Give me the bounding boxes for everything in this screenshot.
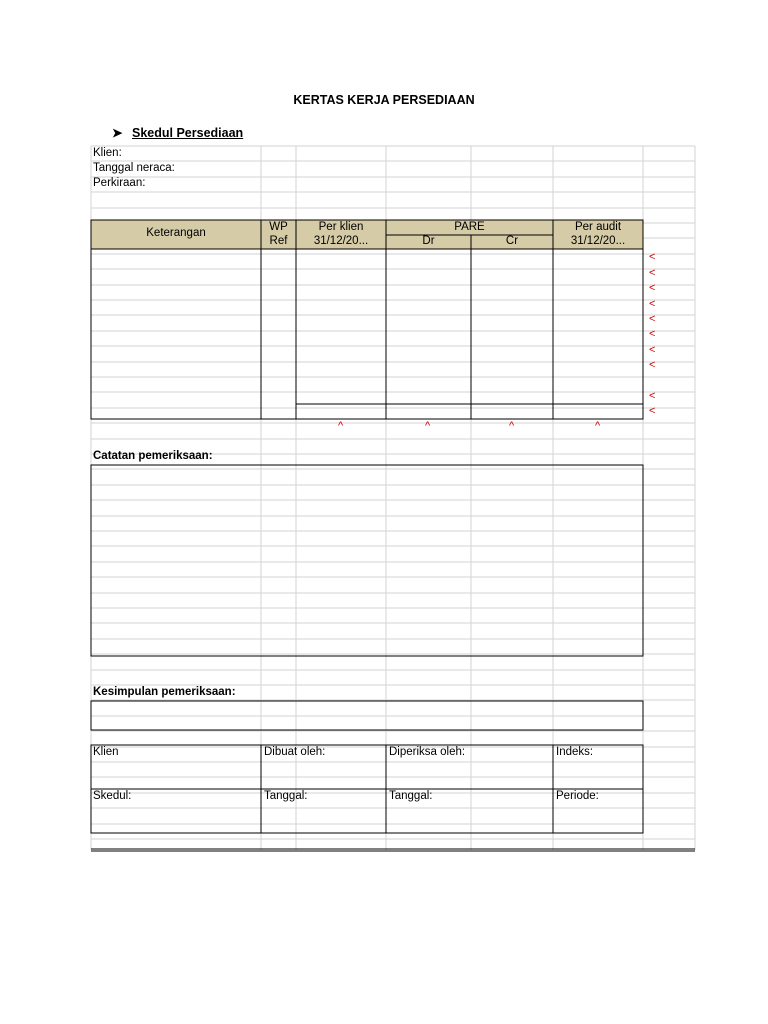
col-per-audit-date: 31/12/20... [570, 235, 626, 247]
signoff-klien: Klien [93, 746, 119, 758]
col-per-klien: Per klien [318, 221, 364, 233]
conclusion-label: Kesimpulan pemeriksaan: [93, 686, 236, 698]
balance-date-label: Tanggal neraca: [93, 162, 175, 174]
notes-label: Catatan pemeriksaan: [93, 450, 213, 462]
col-cr: Cr [505, 235, 519, 247]
signoff-tanggal-2: Tanggal: [389, 790, 433, 802]
row-marker: < [649, 298, 656, 310]
subtitle-text: Skedul Persediaan [132, 126, 244, 140]
table-column-lines [261, 220, 643, 419]
signoff-lines [91, 745, 643, 833]
col-pare: PARE [454, 221, 485, 233]
col-ref: Ref [269, 235, 288, 247]
account-label: Perkiraan: [93, 177, 146, 189]
col-wp: WP [269, 221, 288, 233]
row-marker: < [649, 328, 656, 340]
arrow-bullet-icon: ➤ [112, 126, 123, 140]
signoff-tanggal-1: Tanggal: [264, 790, 308, 802]
signoff-dibuat-oleh: Dibuat oleh: [264, 746, 326, 758]
row-marker: < [649, 359, 656, 371]
signoff-skedul: Skedul: [93, 790, 132, 802]
row-marker: < [649, 313, 656, 325]
client-label: Klien: [93, 147, 122, 159]
foot-marker: ^ [595, 420, 601, 432]
row-marker: < [649, 267, 656, 279]
row-marker: < [649, 344, 656, 356]
gridlines [91, 146, 695, 850]
page-title: KERTAS KERJA PERSEDIAAN [293, 93, 475, 107]
col-dr: Dr [422, 235, 435, 247]
col-per-audit: Per audit [574, 221, 622, 233]
col-per-klien-date: 31/12/20... [313, 235, 369, 247]
foot-marker: ^ [425, 420, 431, 432]
signoff-indeks: Indeks: [556, 746, 594, 758]
col-keterangan: Keterangan [146, 227, 206, 239]
row-marker: < [649, 390, 656, 402]
row-marker: < [649, 405, 656, 417]
foot-marker: ^ [338, 420, 344, 432]
signoff-diperiksa-oleh: Diperiksa oleh: [389, 746, 466, 758]
row-marker: < [649, 282, 656, 294]
signoff-periode: Periode: [556, 790, 599, 802]
table-body-border [91, 249, 643, 419]
foot-marker: ^ [509, 420, 515, 432]
row-marker: < [649, 251, 656, 263]
notes-box [91, 465, 643, 656]
